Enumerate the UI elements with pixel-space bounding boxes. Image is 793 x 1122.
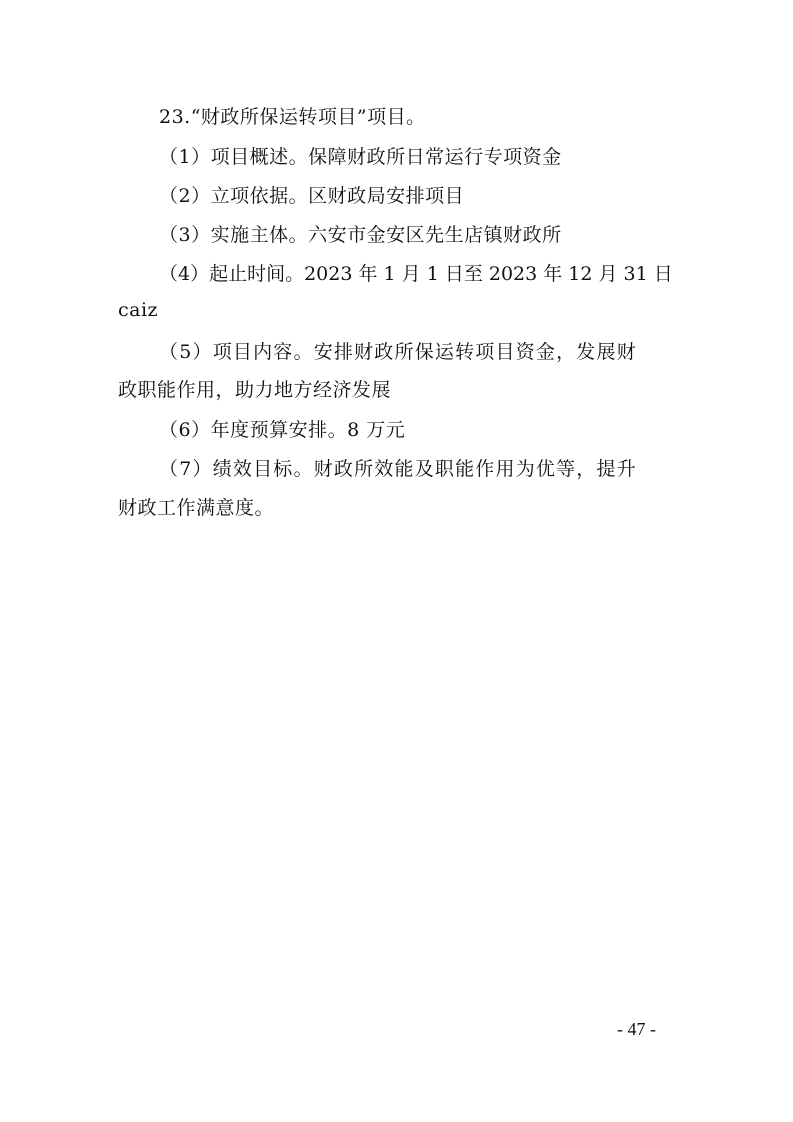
item-4-period: （4）起止时间。2023 年 1 月 1 日至 2023 年 12 月 31 日 xyxy=(159,263,673,285)
item-23-heading: 23.“财政所保运转项目”项目。 xyxy=(159,106,426,128)
item-1-overview: （1）项目概述。保障财政所日常运行专项资金 xyxy=(159,146,562,168)
item-2-basis: （2）立项依据。区财政局安排项目 xyxy=(159,185,465,207)
page-number: - 47 - xyxy=(617,1019,656,1039)
item-3-implementer: （3）实施主体。六安市金安区先生店镇财政所 xyxy=(159,224,562,246)
item-6-budget: （6）年度预算安排。8 万元 xyxy=(159,419,406,441)
item-4-period-continuation: caiz xyxy=(118,299,159,321)
item-5-content-continuation: 政职能作用，助力地方经济发展 xyxy=(118,379,392,401)
item-5-content: （5）项目内容。安排财政所保运转项目资金，发展财 xyxy=(159,341,637,363)
item-7-target: （7）绩效目标。财政所效能及职能作用为优等，提升 xyxy=(159,458,637,480)
item-7-target-continuation: 财政工作满意度。 xyxy=(118,497,275,519)
